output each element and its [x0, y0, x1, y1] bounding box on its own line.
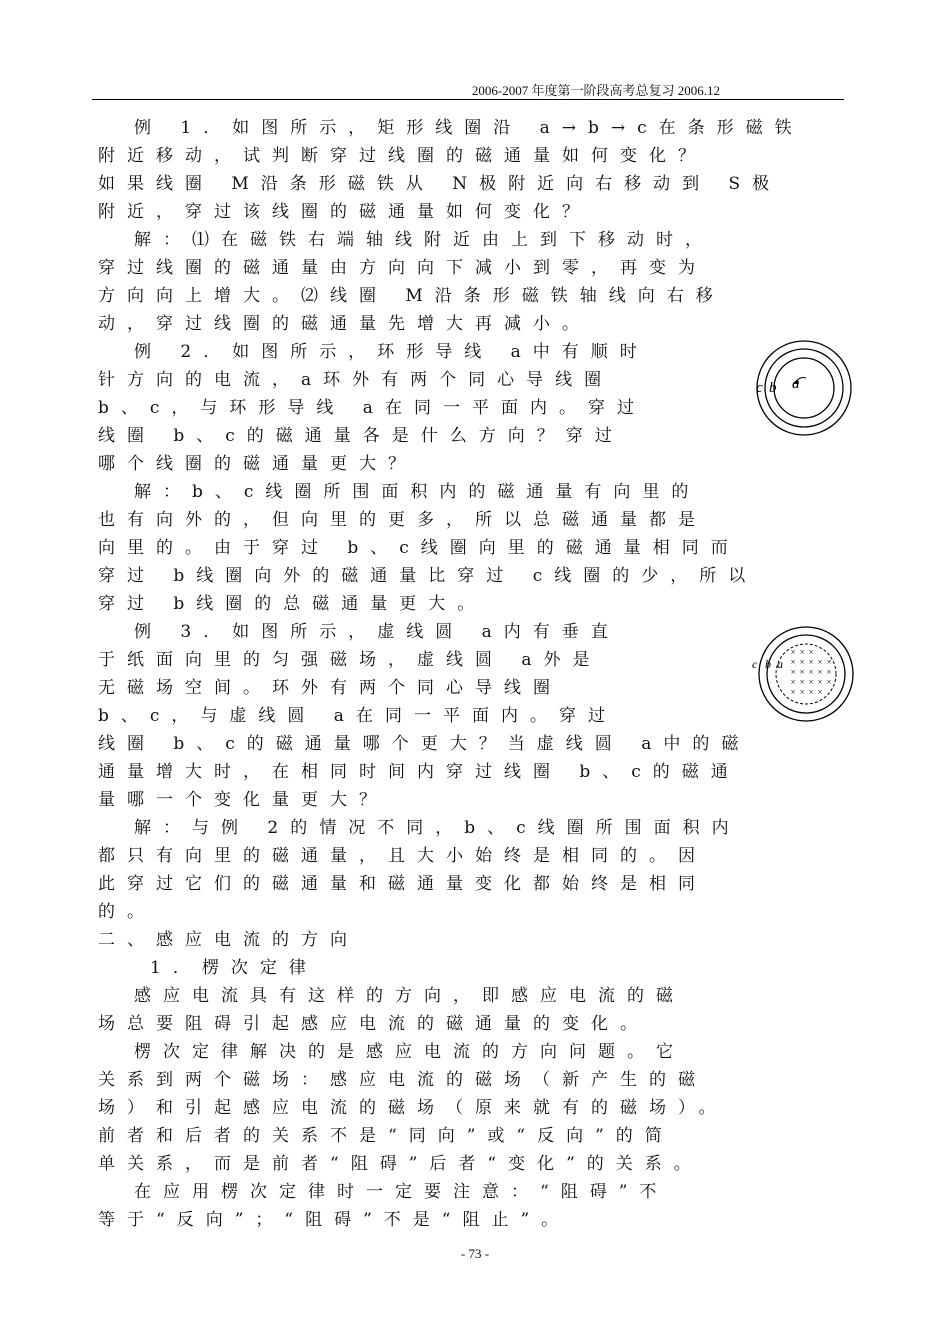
text-line: 二、感应电流的方向 — [98, 930, 359, 950]
text-line: 感应电流具有这样的方向，即感应电流的磁 — [134, 986, 685, 1006]
text-line: 等于“反向”；“阻碍”不是“阻止”。 — [98, 1210, 571, 1230]
field-cross-mark: × — [799, 667, 806, 677]
text-line: 解：b、c线圈所围面积内的磁通量有向里的 — [134, 482, 701, 502]
field-cross-mark: × — [790, 687, 797, 697]
field-cross-mark: × — [826, 667, 833, 677]
label-c: c — [752, 657, 758, 671]
field-cross-mark: × — [826, 677, 833, 687]
text-line: 附近移动，试判断穿过线圈的磁通量如何变化？ — [98, 146, 707, 166]
field-cross-mark: × — [808, 647, 815, 657]
field-cross-mark: × — [799, 647, 806, 657]
text-line: 穿过线圈的磁通量由方向向下减小到零，再变为 — [98, 258, 707, 278]
text-line: 场）和引起感应电流的磁场（原来就有的磁场）。 — [98, 1098, 728, 1118]
label-a: a — [777, 657, 783, 671]
field-cross-mark: × — [799, 687, 806, 697]
text-line: b、c，与环形导线 a在同一平面内。穿过 — [98, 398, 646, 418]
text-line: 单关系，而是前者“阻碍”后者“变化”的关系。 — [98, 1154, 703, 1174]
text-line: 穿过 b线圈的总磁通量更大。 — [98, 594, 487, 614]
text-line: 的。 — [98, 902, 156, 922]
text-line: 无磁场空间。环外有两个同心导线圈 — [98, 678, 562, 698]
field-cross-mark: × — [817, 657, 824, 667]
text-line: 例 2．如图所示，环形导线 a中有顺时 — [134, 342, 649, 362]
figure-concentric-loops — [750, 340, 862, 440]
text-line: 哪个线圈的磁通量更大？ — [98, 454, 417, 474]
label-c: c — [756, 380, 763, 396]
text-line: 例 3．如图所示，虚线圆 a内有垂直 — [134, 622, 620, 642]
field-cross-mark: × — [790, 647, 797, 657]
field-cross-mark: × — [808, 667, 815, 677]
field-cross-mark: × — [817, 687, 824, 697]
text-line: 关系到两个磁场：感应电流的磁场（新产生的磁 — [98, 1070, 707, 1090]
text-line: 1．楞次定律 — [150, 958, 318, 978]
text-line: b、c，与虚线圆 a在同一平面内。穿过 — [98, 706, 617, 726]
text-line: 动，穿过线圈的磁通量先增大再减小。 — [98, 314, 591, 334]
field-cross-mark: × — [817, 677, 824, 687]
label-b: b — [769, 380, 777, 396]
text-line: 针方向的电流，a环外有两个同心导线圈 — [98, 370, 614, 390]
header-rule — [92, 99, 844, 100]
field-cross-mark: × — [790, 657, 797, 667]
field-cross-mark: × — [799, 657, 806, 667]
field-cross-mark: × — [799, 677, 806, 687]
figure-field-region — [750, 624, 862, 724]
text-line: 在应用楞次定律时一定要注意：“阻碍”不 — [134, 1182, 669, 1202]
text-line: 解：⑴在磁铁右端轴线附近由上到下移动时， — [134, 230, 714, 250]
text-line: 线圈 b、c的磁通量各是什么方向？穿过 — [98, 426, 624, 446]
text-line: 都只有向里的磁通量，且大小始终是相同的。因 — [98, 846, 707, 866]
text-line: 楞次定律解决的是感应电流的方向问题。它 — [134, 1042, 685, 1062]
field-cross-mark: × — [826, 657, 833, 667]
text-line: 也有向外的，但向里的更多，所以总磁通量都是 — [98, 510, 707, 530]
page-header: 2006-2007 年度第一阶段高考总复习 2006.12 — [471, 83, 720, 98]
page-number: - 73 - — [460, 1246, 490, 1261]
field-cross-mark: × — [817, 667, 824, 677]
text-line: 场总要阻碍引起感应电流的磁通量的变化。 — [98, 1014, 649, 1034]
field-cross-mark: × — [808, 657, 815, 667]
text-line: 通量增大时，在相同时间内穿过线圈 b、c的磁通 — [98, 762, 740, 782]
text-line: 例 1．如图所示，矩形线圈沿 a→b→c在条形磁铁 — [134, 118, 804, 138]
label-a: a — [792, 376, 800, 392]
text-line: 如果线圈 M沿条形磁铁从 N极附近向右移动到 S极 — [98, 174, 782, 194]
label-b: b — [765, 657, 771, 671]
field-cross-mark: × — [790, 667, 797, 677]
field-cross-mark: × — [790, 677, 797, 687]
text-line: 方向向上增大。⑵线圈 M沿条形磁铁轴线向右移 — [98, 286, 725, 306]
text-line: 穿过 b线圈向外的磁通量比穿过 c线圈的少，所以 — [98, 566, 758, 586]
text-line: 于纸面向里的匀强磁场，虚线圆 a外是 — [98, 650, 602, 670]
field-cross-mark: × — [808, 677, 815, 687]
text-line: 前者和后者的关系不是“同向”或“反向”的简 — [98, 1126, 674, 1146]
text-line: 解：与例 2的情况不同，b、c线圈所围面积内 — [134, 818, 741, 838]
text-line: 量哪一个变化量更大？ — [98, 790, 388, 810]
text-line: 向里的。由于穿过 b、c线圈向里的磁通量相同而 — [98, 538, 740, 558]
text-line: 线圈 b、c的磁通量哪个更大？当虚线圆 a中的磁 — [98, 734, 751, 754]
text-line: 此穿过它们的磁通量和磁通量变化都始终是相同 — [98, 874, 707, 894]
text-line: 附近，穿过该线圈的磁通量如何变化？ — [98, 202, 591, 222]
field-cross-mark: × — [808, 687, 815, 697]
